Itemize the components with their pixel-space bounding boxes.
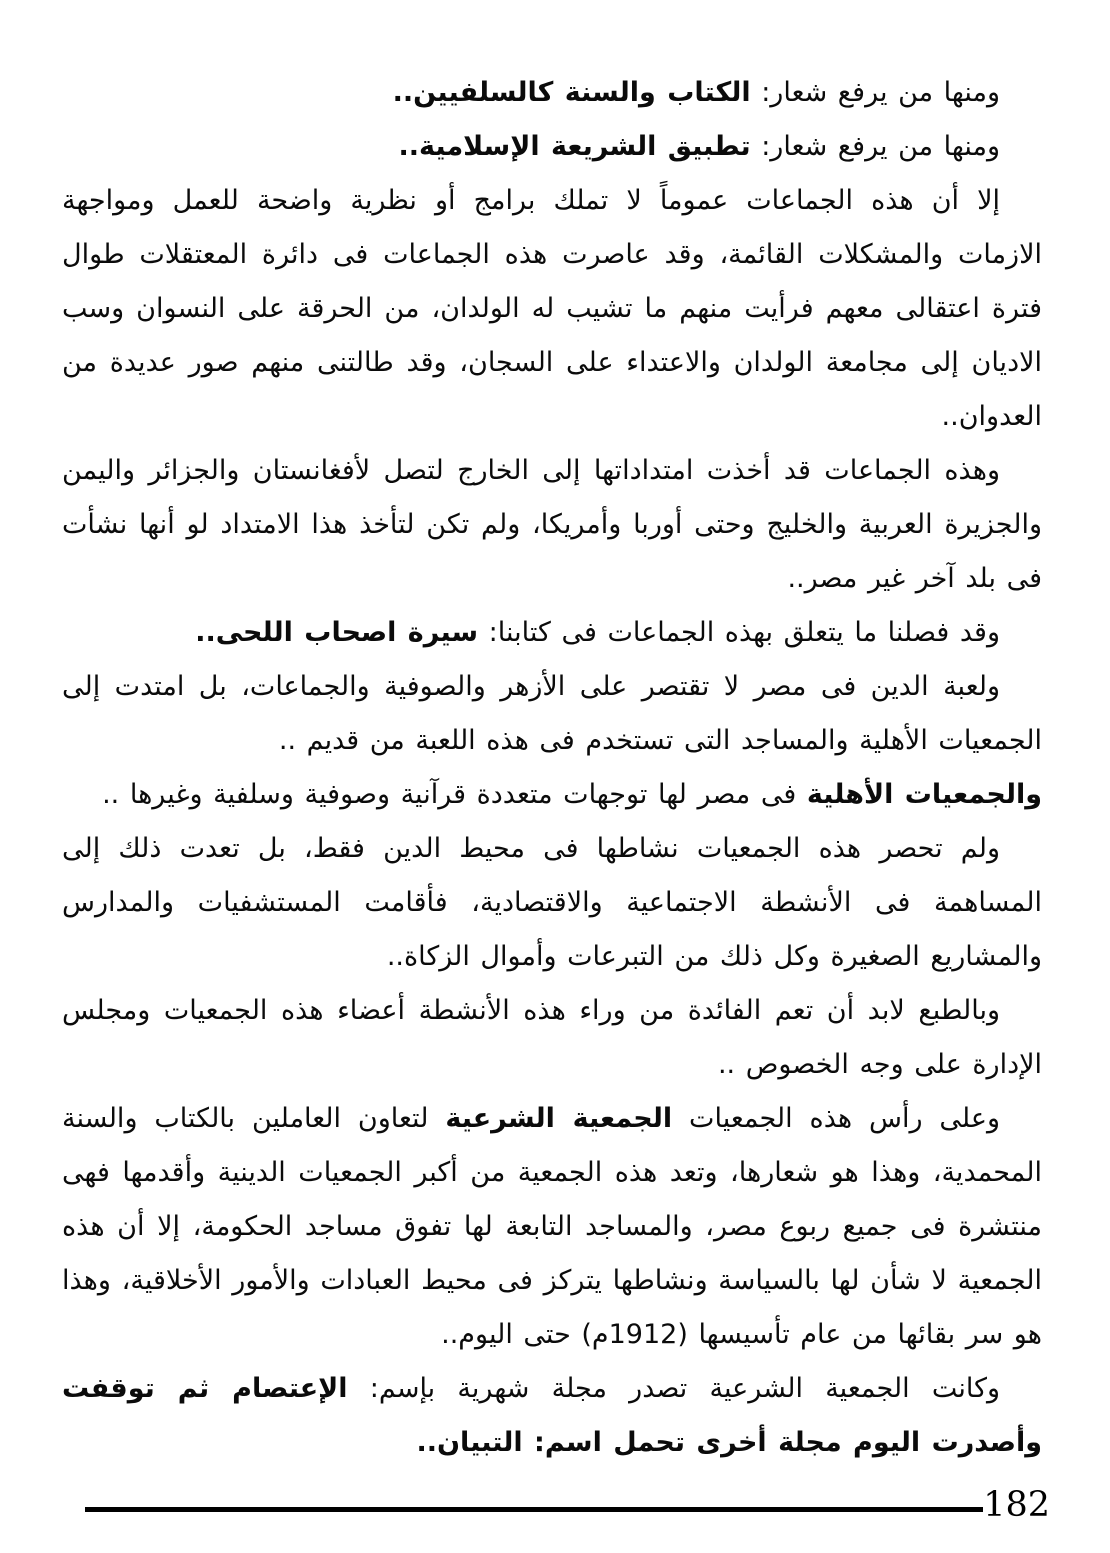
paragraph-benefit-members <box>62 984 1042 1092</box>
paragraph-text: وكانت الجمعية الشرعية تصدر مجلة شهرية بإسم: <box>347 1373 1000 1404</box>
paragraph-activities-scope <box>62 822 1042 984</box>
paragraph-extensions-abroad <box>62 444 1042 606</box>
paragraph-text: لتعاون العاملين بالكتاب والسنة المحمدية، وهذا هو شعارها، وتعد هذه الجمعية من أكبر الجمعيات الدينية وأقدمها فهى منتشرة فى جميع ربوع مصر، والمساجد التابعة لها تفوق مساجد الحكومة، إلا أن هذه الجمعية لا شأن لها بالسياسة ونشاطها يتركز فى محيط العبادات والأمور الأخلاقية، وهذا هو سر بقائها من عام تأسيسها (1912م) حتى اليوم.. <box>62 1103 1042 1350</box>
paragraph-magazines <box>62 1362 1042 1470</box>
paragraph-civil-associations <box>62 768 1042 822</box>
page-number: 182 <box>983 1485 1050 1525</box>
paragraph-emphasis: سيرة اصحاب اللحى.. <box>195 617 479 648</box>
paragraph-text: ومنها من يرفع شعار: <box>750 77 1000 108</box>
paragraph-sharia-society <box>62 1092 1042 1362</box>
paragraph-emphasis: تطبيق الشريعة الإسلامية.. <box>398 131 751 162</box>
paragraph-text: إلا أن هذه الجماعات عموماً لا تملك برامج أو نظرية واضحة للعمل ومواجهة الازمات والمشكلات القائمة، وقد عاصرت هذه الجماعات فى دائرة المعتقلات طوال فترة اعتقالى معهم فرأيت منهم ما تشيب له الولدان، من الحرقة على النسوان وسب الاديان إلى مجامعة الولدان والاعتداء على السجان، وقد طالتنى منهم صور عديدة من العدوان.. <box>62 185 1042 432</box>
text-block <box>62 66 1042 1470</box>
paragraph-text: وقد فصلنا ما يتعلق بهذه الجماعات فى كتابنا: <box>478 617 1000 648</box>
paragraph-text: وبالطبع لابد أن تعم الفائدة من وراء هذه الأنشطة أعضاء هذه الجمعيات ومجلس الإدارة على وجه الخصوص .. <box>62 995 1042 1080</box>
paragraph-text: فى مصر لها توجهات متعددة قرآنية وصوفية وسلفية وغيرها .. <box>102 779 807 810</box>
paragraph-emphasis: الكتاب والسنة كالسلفيين.. <box>392 77 751 108</box>
paragraph-text: وهذه الجماعات قد أخذت امتداداتها إلى الخارج لتصل لأفغانستان والجزائر واليمن والجزيرة العربية والخليج وحتى أوربا وأمريكا، ولم تكن لتأخذ هذا الامتداد لو أنها نشأت فى بلد آخر غير مصر.. <box>62 455 1042 594</box>
paragraph-slogan-salafi <box>62 66 1042 120</box>
paragraph-text: ولم تحصر هذه الجمعيات نشاطها فى محيط الدين فقط، بل تعدت ذلك إلى المساهمة فى الأنشطة الاجتماعية والاقتصادية، فأقامت المستشفيات والمدارس والمشاريع الصغيرة وكل ذلك من التبرعات وأموال الزكاة.. <box>62 833 1042 972</box>
paragraph-emphasis: الجمعية الشرعية <box>445 1103 673 1134</box>
paragraph-text: وعلى رأس هذه الجمعيات <box>672 1103 1000 1134</box>
paragraph-religion-game <box>62 660 1042 768</box>
paragraph-emphasis: الإعتصام ثم توقفت وأصدرت اليوم مجلة أخرى تحمل اسم: التبيان.. <box>62 1373 1042 1458</box>
paragraph-slogan-sharia <box>62 120 1042 174</box>
paragraph-emphasis: والجمعيات الأهلية <box>806 779 1042 810</box>
paragraph-book-reference <box>62 606 1042 660</box>
paragraph-text: ومنها من يرفع شعار: <box>750 131 1000 162</box>
paragraph-groups-no-programs <box>62 174 1042 444</box>
page-footer <box>85 1485 1050 1527</box>
paragraph-text: ولعبة الدين فى مصر لا تقتصر على الأزهر والصوفية والجماعات، بل امتدت إلى الجمعيات الأهلية والمساجد التى تستخدم فى هذه اللعبة من قديم .. <box>62 671 1042 756</box>
footer-rule <box>85 1507 983 1512</box>
